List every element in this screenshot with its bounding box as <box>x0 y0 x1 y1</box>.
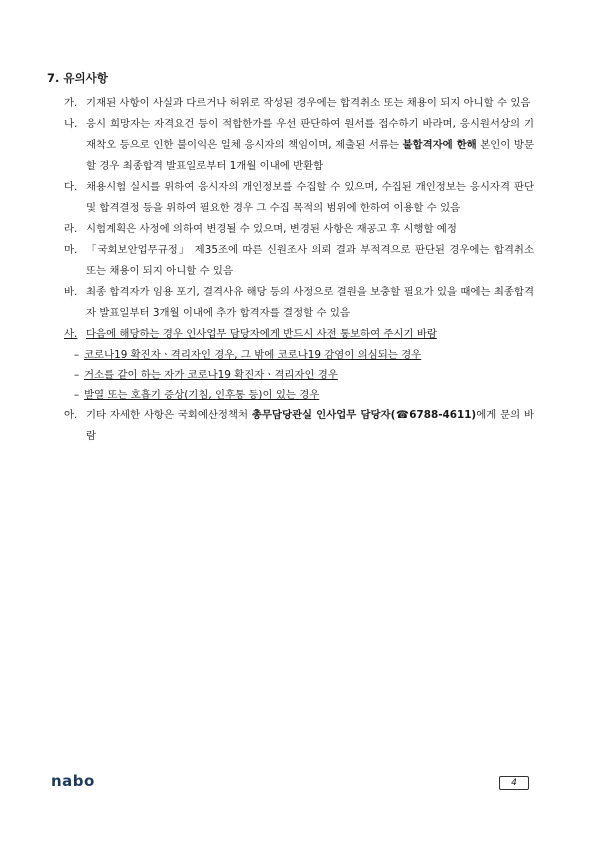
item-text-part: 응시 희망자는 자격요건 등이 적합한가를 우선 판단하여 원서를 접수하기 바라며, 응시원서상의 기재착오 등으로 인한 불이익은 일체 응시자의 책임이며, 제출된 서류는 <box>86 118 534 151</box>
sub-item <box>74 365 534 385</box>
dash-marker: – <box>74 389 80 401</box>
page-number: 4 <box>499 776 529 790</box>
notice-item-ma <box>64 240 534 282</box>
item-text: 최종 합격자가 임용 포기, 결격사유 해당 등의 사정으로 결원을 보충할 필요가 있을 때에는 최종합격자 발표일부터 3개월 이내에 추가 합격자를 결정할 수 있음 <box>86 286 534 319</box>
sub-list <box>74 345 534 405</box>
item-text: 시험계획은 사정에 의하여 변경될 수 있으며, 변경된 사항은 재공고 후 시행할 예정 <box>86 223 457 235</box>
notice-item-ba <box>64 282 534 324</box>
item-marker: 나. <box>64 118 78 130</box>
notice-item-sa <box>64 324 534 345</box>
item-text: 기재된 사항이 사실과 다르거나 허위로 작성된 경우에는 합격취소 또는 채용이 되지 아니할 수 있음 <box>86 97 531 109</box>
bold-emphasis: 총무담당관실 인사업무 담당자(☎6788-4611) <box>251 409 477 421</box>
nabo-logo: nabo <box>51 772 95 790</box>
item-text <box>86 114 534 177</box>
section-title: 7. 유의사항 <box>47 71 108 85</box>
notice-item-na <box>64 114 534 177</box>
item-text: 채용시험 실시를 위하여 응시자의 개인정보를 수집할 수 있으며, 수집된 개인정보는 응시자격 판단 및 합격결정 등을 위하여 필요한 경우 그 수집 목적의 범위에 한하여 이용할 수 있음 <box>86 181 534 214</box>
sub-item-text: 거소를 같이 하는 자가 코로나19 확진자ㆍ격리자인 경우 <box>84 369 338 381</box>
item-text-part: 본인이 방문할 경우 최종합격 발표일로부터 1개월 이내에 반환함 <box>86 139 534 172</box>
sub-item <box>74 385 534 405</box>
item-marker: 아. <box>64 409 78 421</box>
item-text-part: 에게 문의 바람 <box>86 409 535 442</box>
item-text-part: 기타 자세한 사항은 국회예산정책처 <box>86 409 252 421</box>
item-text: 「국회보안업무규정」 제35조에 따른 신원조사 의뢰 결과 부적격으로 판단된 경우에는 합격취소 또는 채용이 되지 아니할 수 있음 <box>86 244 534 277</box>
sub-item-text: 코로나19 확진자ㆍ격리자인 경우, 그 밖에 코로나19 감염이 의심되는 경우 <box>84 349 422 361</box>
item-marker: 마. <box>64 244 78 256</box>
notice-list <box>64 93 534 447</box>
item-marker: 사. <box>64 328 78 340</box>
dash-marker: – <box>74 349 80 361</box>
bold-emphasis: 불합격자에 한해 <box>402 139 477 151</box>
item-marker: 가. <box>64 97 78 109</box>
notice-item-ra <box>64 219 534 240</box>
item-marker: 다. <box>64 181 78 193</box>
dash-marker: – <box>74 369 80 381</box>
notice-item-ga <box>64 93 534 114</box>
sub-item <box>74 345 534 365</box>
sub-item-text: 발열 또는 호흡기 증상(기침, 인후통 등)이 있는 경우 <box>84 389 320 401</box>
item-text: 다음에 해당하는 경우 인사업무 담당자에게 반드시 사전 통보하여 주시기 바람 <box>86 328 437 340</box>
notice-item-da <box>64 177 534 219</box>
item-marker: 라. <box>64 223 78 235</box>
item-text <box>86 405 534 447</box>
item-marker: 바. <box>64 286 78 298</box>
notice-item-a <box>64 405 534 447</box>
